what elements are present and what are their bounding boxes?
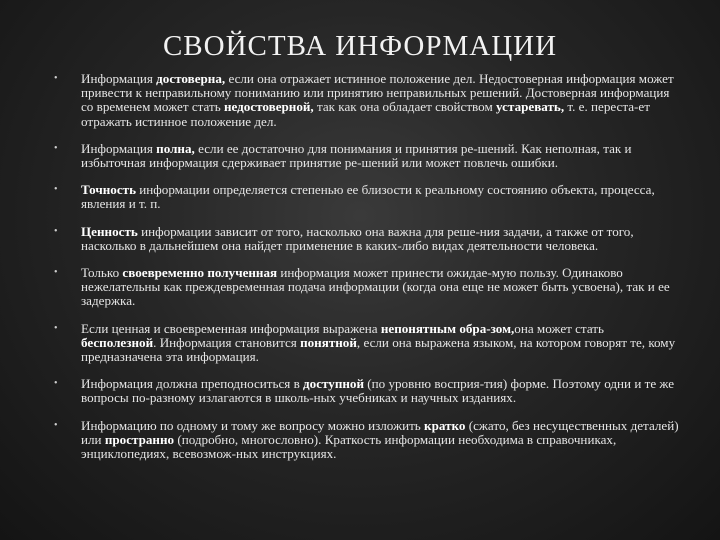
bullet-text: Информация должна преподноситься в bbox=[81, 376, 304, 392]
bullet-dot-icon: • bbox=[54, 267, 58, 279]
bullet-text: информации зависит от того, насколько она важна для реше-ния задачи, а также от того, насколько в дальнейшем она найдет применение в каких-либо видах деятельности человека. bbox=[81, 223, 634, 253]
bullet-emphasis: непонятным обра-зом, bbox=[380, 320, 515, 336]
bullet-text: так как она обладает свойством bbox=[313, 99, 497, 115]
bullet-dot-icon: • bbox=[54, 184, 58, 196]
bullet-dot-icon: • bbox=[54, 73, 58, 84]
bullet-text: она может стать bbox=[514, 320, 604, 336]
bullet-emphasis: доступной bbox=[303, 376, 364, 392]
bullet-list bbox=[54, 72, 680, 474]
bullet-item bbox=[54, 419, 680, 462]
bullet-item bbox=[54, 183, 680, 211]
bullet-text: Информация bbox=[81, 71, 157, 86]
bullet-text: т. е. переста-ет отражать истинное положение дел. bbox=[81, 99, 650, 129]
bullet-emphasis: своевременно полученная bbox=[122, 265, 278, 281]
bullet-text: , если она выражена языком, на котором говорят те, кому предназначена эта информация. bbox=[81, 334, 676, 365]
bullet-item bbox=[54, 225, 680, 253]
bullet-emphasis: недостоверной, bbox=[223, 99, 314, 115]
bullet-emphasis: полна, bbox=[156, 140, 195, 156]
bullet-item bbox=[54, 322, 680, 365]
bullet-emphasis: устаревать, bbox=[496, 99, 565, 115]
bullet-item bbox=[54, 142, 680, 170]
bullet-text: информация может принести ожидае-мую пользу. Одинаково нежелательны как преждевременная подача информации (когда она еще не может быть усвоена), так и ее задержка. bbox=[81, 265, 670, 309]
bullet-emphasis: Ценность bbox=[81, 223, 138, 239]
bullet-text: (подробно, многословно). Краткость информации необходима в справочниках, энциклопедиях, всевозмож-ных инструкциях. bbox=[81, 431, 617, 462]
bullet-emphasis: пространно bbox=[104, 431, 175, 447]
bullet-emphasis: понятной bbox=[300, 334, 357, 350]
bullet-emphasis: достоверна, bbox=[156, 71, 226, 86]
bullet-text: информации определяется степенью ее близости к реальному состоянию объекта, процесса, явления и т. п. bbox=[81, 182, 655, 212]
bullet-text: Только bbox=[81, 265, 123, 281]
bullet-dot-icon: • bbox=[54, 378, 58, 390]
bullet-item bbox=[54, 72, 680, 129]
bullet-emphasis: Точность bbox=[81, 182, 136, 198]
bullet-emphasis: кратко bbox=[424, 417, 466, 433]
bullet-text: если ее достаточно для понимания и принятия ре-шений. Как неполная, так и избыточная информация сдерживает принятие ре-шений или может повлечь ошибки. bbox=[81, 140, 632, 171]
bullet-dot-icon: • bbox=[54, 322, 58, 334]
bullet-item bbox=[54, 377, 680, 405]
bullet-text: . Информация становится bbox=[153, 334, 301, 350]
bullet-emphasis: бесполезной bbox=[81, 334, 154, 350]
slide-title: СВОЙСТВА ИНФОРМАЦИИ bbox=[162, 30, 558, 62]
bullet-text: Информация bbox=[81, 140, 157, 156]
bullet-dot-icon: • bbox=[54, 419, 58, 431]
bullet-text: (сжато, без несущественных деталей) или bbox=[81, 417, 679, 447]
bullet-text: если она отражает истинное положение дел. Недостоверная информация может привести к неправильному пониманию или принятию неправильных решений. Достоверная информация со временем может стать bbox=[81, 71, 674, 115]
bullet-text: Информацию по одному и тому же вопросу можно изложить bbox=[81, 417, 425, 433]
bullet-dot-icon: • bbox=[54, 225, 58, 237]
bullet-item bbox=[54, 266, 680, 309]
bullet-text: (по уровню восприя-тия) форме. Поэтому одни и те же вопросы по-разному излагаются в школь-ных учебниках и научных изданиях. bbox=[81, 376, 675, 406]
bullet-dot-icon: • bbox=[54, 142, 58, 154]
bullet-text: Если ценная и своевременная информация выражена bbox=[81, 320, 381, 336]
